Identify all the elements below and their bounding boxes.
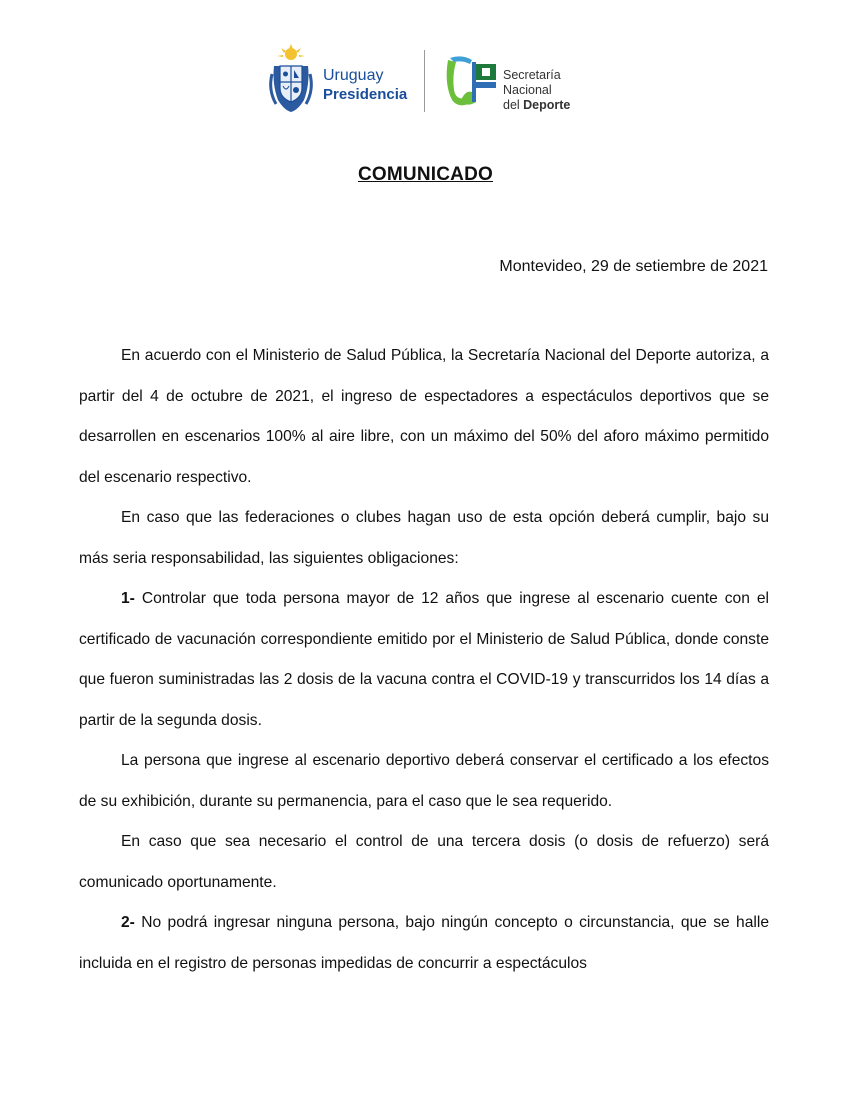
document-body xyxy=(79,336,769,984)
paragraph-text: En caso que sea necesario el control de una tercera dosis (o dosis de refuerzo) será comunicado oportunamente. xyxy=(79,833,769,891)
paragraph-item-1 xyxy=(79,579,769,741)
secretaria-logo-text xyxy=(503,68,606,113)
paragraph xyxy=(79,741,769,822)
paragraph-lead: 1- xyxy=(121,590,135,607)
logo-divider xyxy=(424,50,425,112)
paragraph-text: Controlar que toda persona mayor de 12 años que ingrese al escenario cuente con el certificado de vacunación correspondiente emitido por el Ministerio de Salud Pública, donde conste que fueron suministradas las 2 dosis de la vacuna contra el COVID-19 y transcurridos los 14 días a partir de la segunda dosis. xyxy=(79,590,769,729)
secretaria-deporte-logo-icon xyxy=(442,54,498,109)
paragraph-text: La persona que ingrese al escenario deportivo deberá conservar el certificado a los efectos de su exhibición, durante su permanencia, para el caso que le sea requerido. xyxy=(79,752,769,810)
logo-line-uruguay: Uruguay xyxy=(323,67,384,84)
paragraph-item-2 xyxy=(79,903,769,984)
logo-line-deporte xyxy=(503,98,606,113)
document-title xyxy=(0,164,851,186)
paragraph-text: En acuerdo con el Ministerio de Salud Pública, la Secretaría Nacional del Deporte autoriza, a partir del 4 de octubre de 2021, el ingreso de espectadores a espectáculos deportivos que se desarrollen en escenarios 100% al aire libre, con un máximo del 50% del aforo máximo permitido del escenario respectivo. xyxy=(79,347,769,486)
presidencia-logo-text xyxy=(323,66,407,104)
logo-line-presidencia: Presidencia xyxy=(323,86,408,103)
paragraph xyxy=(79,336,769,498)
letterhead xyxy=(266,44,606,116)
paragraph xyxy=(79,498,769,579)
paragraph-text: No podrá ingresar ninguna persona, bajo ningún concepto o circunstancia, que se halle incluida en el registro de personas impedidas de concurrir a espectáculos xyxy=(79,914,769,972)
uruguay-coat-of-arms-icon xyxy=(266,44,316,116)
logo-line-bold: Deporte xyxy=(523,98,571,112)
logo-line-secretaria: Secretaría Nacional xyxy=(503,68,561,97)
date-line: Montevideo, 29 de setiembre de 2021 xyxy=(499,258,768,275)
title-text: COMUNICADO xyxy=(358,164,493,185)
paragraph-lead: 2- xyxy=(121,914,135,931)
paragraph-text: En caso que las federaciones o clubes hagan uso de esta opción deberá cumplir, bajo su más seria responsabilidad, las siguientes obligaciones: xyxy=(79,509,769,567)
logo-line-prefix: del xyxy=(503,98,524,112)
paragraph xyxy=(79,822,769,903)
